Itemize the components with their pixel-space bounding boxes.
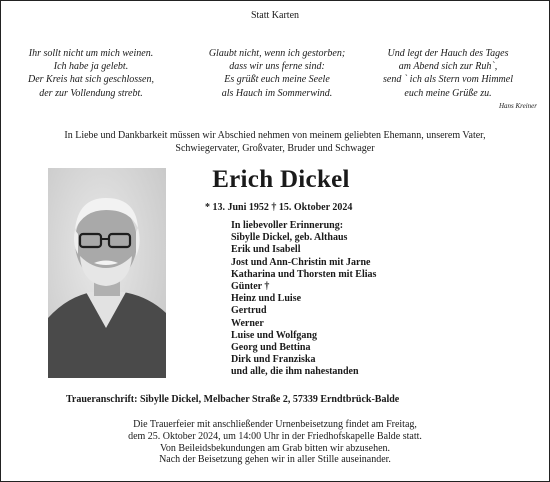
funeral-notice (1, 419, 549, 466)
mourners-list (231, 220, 376, 379)
mourner-entry: Erik und Isabell (231, 244, 301, 256)
poem-center (187, 47, 367, 100)
mourners-heading: In liebevoller Erinnerung: (231, 220, 344, 231)
notice-line: Die Trauerfeier mit anschließender Urnenbeisetzung findet am Freitag, (133, 419, 417, 430)
deceased-name: Erich Dickel (212, 166, 350, 193)
mourner-entry: Gertrud (231, 305, 267, 317)
mourner-entry: Günter † (231, 281, 270, 293)
life-dates: * 13. Juni 1952 † 15. Oktober 2024 (205, 202, 353, 213)
mourner-entry: Heinz und Luise (231, 293, 302, 305)
poem-line: als Hauch im Sommerwind. (221, 87, 333, 99)
notice-line: dem 25. Oktober 2024, um 14:00 Uhr in der Friedhofskapelle Balde statt. (128, 430, 422, 442)
notice-line: Nach der Beisetzung gehen wir in aller Stille auseinander. (159, 454, 391, 466)
poem-right (355, 47, 541, 100)
mourner-entry: Katharina und Thorsten mit Elias (231, 268, 377, 280)
poem-line: euch meine Grüße zu. (404, 87, 492, 99)
poem-line: Glaubt nicht, wenn ich gestorben; (208, 48, 346, 59)
mourner-entry: Werner (231, 317, 264, 329)
poem-author: Hans Kreiner (498, 102, 537, 110)
poem-line: dass wir uns ferne sind: (229, 61, 325, 73)
poem-line: Der Kreis hat sich geschlossen, (27, 74, 154, 86)
portrait-illustration (48, 168, 166, 378)
mourner-entry: Jost und Ann-Christin mit Jarne (231, 256, 371, 268)
mourning-address: Traueranschrift: Sibylle Dickel, Melbacher Straße 2, 57339 Erndtbrück-Balde (66, 394, 400, 405)
poem-line: Es grüßt euch meine Seele (224, 74, 330, 86)
notice-line: Von Beileidsbekundungen am Grab bitten wir abzusehen. (159, 442, 391, 454)
intro-line: In Liebe und Dankbarkeit müssen wir Abschied nehmen von meinem geliebten Ehemann, unserem Vater, (64, 130, 486, 141)
mourner-entry: Dirk und Franziska (231, 354, 316, 366)
statt-karten-label: Statt Karten (250, 10, 300, 21)
mourner-entry: Sibylle Dickel, geb. Althaus (231, 232, 348, 244)
poem-line: Und legt der Hauch des Tages (387, 48, 509, 59)
poem-line: Ich habe ja gelebt. (53, 61, 129, 73)
poem-line: der zur Vollendung strebt. (39, 87, 143, 99)
portrait-photo (48, 168, 166, 378)
intro-line: Schwiegervater, Großvater, Bruder und Schwager (175, 143, 375, 154)
mourner-entry: und alle, die ihm nahestanden (231, 366, 359, 378)
poem-left (21, 47, 161, 100)
poem-line: Ihr sollt nicht um mich weinen. (28, 48, 154, 59)
mourner-entry: Georg und Bettina (231, 342, 311, 354)
poem-line: am Abend sich zur Ruh`, (398, 61, 498, 73)
intro-text (1, 129, 549, 155)
poem-line: send ` ich als Stern vom Himmel (383, 74, 513, 86)
mourner-entry: Luise und Wolfgang (231, 329, 317, 341)
